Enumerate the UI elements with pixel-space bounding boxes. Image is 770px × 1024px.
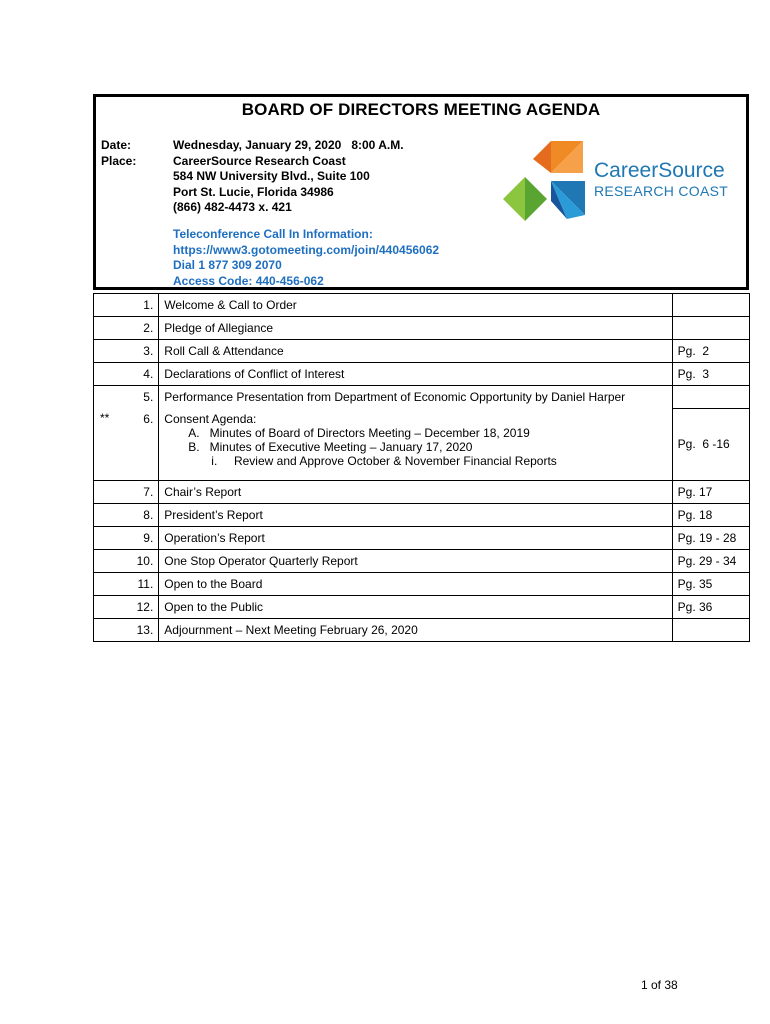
- item-text: President’s Report: [159, 503, 672, 526]
- item-text: Roll Call & Attendance: [159, 340, 672, 363]
- table-row: [94, 572, 750, 595]
- table-row: [94, 618, 750, 641]
- item-page: Pg. 29 - 34: [672, 549, 749, 572]
- teleconference-heading: Teleconference Call In Information:: [173, 227, 373, 241]
- table-row: [94, 480, 750, 503]
- date-label: Date:: [101, 138, 132, 152]
- item-number: 11.: [94, 572, 159, 595]
- table-row: [94, 549, 750, 572]
- item-text: Pledge of Allegiance: [159, 317, 672, 340]
- table-row: [94, 294, 750, 317]
- item-number: 8.: [94, 503, 159, 526]
- item-page: Pg. 3: [672, 363, 749, 386]
- item-page: Pg. 35: [672, 572, 749, 595]
- item-page: [672, 618, 749, 641]
- meeting-address1: 584 NW University Blvd., Suite 100: [173, 169, 370, 183]
- item-text: Open to the Board: [159, 572, 672, 595]
- item-number: 2.: [94, 317, 159, 340]
- table-row: [94, 595, 750, 618]
- careersource-logo: [503, 139, 743, 224]
- item-number: 9.: [94, 526, 159, 549]
- item-number: 6.: [143, 412, 154, 426]
- item-number: 10.: [94, 549, 159, 572]
- table-row: [94, 363, 750, 386]
- item-number: 3.: [94, 340, 159, 363]
- page-number: 1 of 38: [641, 978, 678, 992]
- item-marker: **: [100, 411, 110, 425]
- consent-item-b: B. Minutes of Executive Meeting – January 17, 2020: [188, 440, 473, 454]
- item-page: [672, 317, 749, 340]
- table-row: [94, 408, 750, 480]
- meeting-venue: CareerSource Research Coast: [173, 153, 346, 168]
- teleconference-dial: Dial 1 877 309 2070: [173, 258, 282, 272]
- page-title: BOARD OF DIRECTORS MEETING AGENDA: [241, 100, 601, 119]
- consent-item-i: i. Review and Approve October & November Financial Reports: [211, 454, 557, 468]
- meeting-address2: Port St. Lucie, Florida 34986: [173, 184, 334, 199]
- item-page: Pg. 18: [672, 503, 749, 526]
- consent-item-a: A. Minutes of Board of Directors Meeting – December 18, 2019: [188, 426, 530, 440]
- item-number-cell: [94, 408, 159, 480]
- item-page: Pg. 19 - 28: [672, 526, 749, 549]
- logo-text-line2: RESEARCH COAST: [594, 183, 729, 199]
- item-text: Adjournment – Next Meeting February 26, 2020: [159, 618, 672, 641]
- logo-mark-icon: [503, 139, 593, 224]
- table-row: [94, 503, 750, 526]
- teleconference-url[interactable]: https://www3.gotomeeting.com/join/440456062: [173, 242, 440, 257]
- item-text: Declarations of Conflict of Interest: [159, 363, 672, 386]
- item-number: 5.: [94, 386, 159, 409]
- item-text: Consent Agenda:: [164, 412, 257, 426]
- teleconference-info: [173, 227, 439, 289]
- item-page: Pg. 6 -16: [672, 408, 749, 480]
- item-page: Pg. 17: [672, 480, 749, 503]
- agenda-table: [93, 293, 750, 642]
- item-page: Pg. 2: [672, 340, 749, 363]
- logo-text-line1: CareerSource: [594, 159, 725, 182]
- meeting-phone: (866) 482-4473 x. 421: [173, 200, 292, 214]
- teleconference-access-code: Access Code: 440-456-062: [173, 273, 324, 288]
- item-text-cell: [159, 408, 672, 480]
- item-number: 12.: [94, 595, 159, 618]
- item-page: [672, 386, 749, 409]
- item-text: Welcome & Call to Order: [159, 294, 672, 317]
- table-row: [94, 340, 750, 363]
- item-number: 1.: [94, 294, 159, 317]
- item-text: One Stop Operator Quarterly Report: [159, 549, 672, 572]
- item-text: Performance Presentation from Department of Economic Opportunity by Daniel Harper: [159, 386, 672, 409]
- item-page: Pg. 36: [672, 595, 749, 618]
- item-number: 4.: [94, 363, 159, 386]
- item-page: [672, 294, 749, 317]
- item-text: Operation’s Report: [159, 526, 672, 549]
- table-row: [94, 526, 750, 549]
- item-number: 7.: [94, 480, 159, 503]
- info-labels: [101, 138, 136, 169]
- item-text: Chair’s Report: [159, 480, 672, 503]
- item-text: Open to the Public: [159, 595, 672, 618]
- place-label: Place:: [101, 153, 137, 168]
- header-box: [93, 94, 749, 290]
- table-row: [94, 386, 750, 409]
- table-row: [94, 317, 750, 340]
- meeting-datetime: Wednesday, January 29, 2020 8:00 A.M.: [173, 138, 404, 152]
- item-number: 13.: [94, 618, 159, 641]
- meeting-info: [173, 138, 404, 216]
